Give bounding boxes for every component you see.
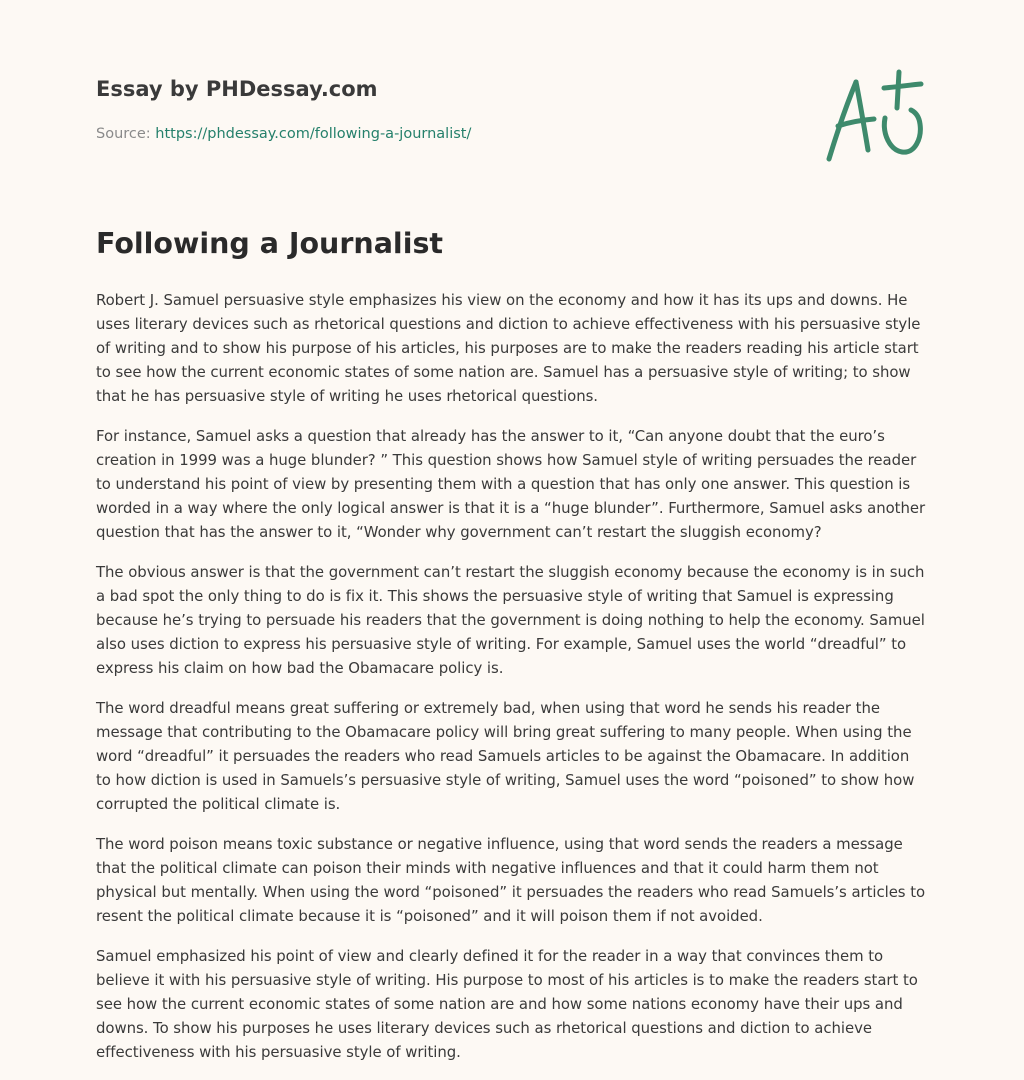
- essay-title: Following a Journalist: [96, 227, 444, 260]
- essay-paragraph: For instance, Samuel asks a question that already has the answer to it, “Can anyone doubt that the euro’s creation in 1999 was a huge blunder? ” This question shows how Samuel style of writing persuades the reader to understand his point of view by presenting them with a question that has only one answer. This question is worded in a way where the only logical answer is that it is a “huge blunder”. Furthermore, Samuel asks another question that has the answer to it, “Wonder why government can’t restart the sluggish economy?: [96, 427, 926, 541]
- source-label: Source:: [96, 126, 151, 142]
- essay-paragraph: The word poison means toxic substance or negative influence, using that word sends the readers a message that the political climate can poison their minds with negative influences and that it could harm them not physical but mentally. When using the word “poisoned” it persuades the readers who read Samuels’s articles to resent the political climate because it is “poisoned” and it will poison them if not avoided.: [96, 835, 926, 925]
- essay-paragraph: Samuel emphasized his point of view and clearly defined it for the reader in a way that convinces them to believe it with his persuasive style of writing. His purpose to most of his articles is to make the readers start to see how the current economic states of some nation are and how some nations economy have their ups and downs. To show his purposes he uses literary devices such as rhetorical questions and diction to achieve effectiveness with his persuasive style of writing.: [96, 947, 918, 1061]
- a-plus-grade-icon: [822, 66, 928, 166]
- essay-paragraph: Robert J. Samuel persuasive style emphasizes his view on the economy and how it has its ups and downs. He uses literary devices such as rhetorical questions and diction to achieve effectiveness with his persuasive style of writing and to show his purpose of his articles, his purposes are to make the readers reading his article start to see how the current economic states of some nation are. Samuel has a persuasive style of writing; to show that he has persuasive style of writing he uses rhetorical questions.: [96, 291, 921, 405]
- essay-paragraph: The word dreadful means great suffering or extremely bad, when using that word he sends his reader the message that contributing to the Obamacare policy will bring great suffering to many people. When using the word “dreadful” it persuades the readers who read Samuels articles to be against the Obamacare. In addition to how diction is used in Samuels’s persuasive style of writing, Samuel uses the word “poisoned” to show how corrupted the political climate is.: [96, 699, 915, 813]
- site-title: Essay by PHDessay.com: [96, 77, 378, 101]
- source-link[interactable]: https://phdessay.com/following-a-journalist/: [155, 126, 472, 142]
- page-header: [96, 74, 796, 144]
- essay-content: [96, 224, 928, 1080]
- essay-paragraph: The obvious answer is that the government can’t restart the sluggish economy because the economy is in such a bad spot the only thing to do is fix it. This shows the persuasive style of writing that Samuel is expressing because he’s trying to persuade his readers that the government is doing nothing to help the economy. Samuel also uses diction to express his persuasive style of writing. For example, Samuel uses the world “dreadful” to express his claim on how bad the Obamacare policy is.: [96, 563, 925, 677]
- source-line: [96, 124, 796, 144]
